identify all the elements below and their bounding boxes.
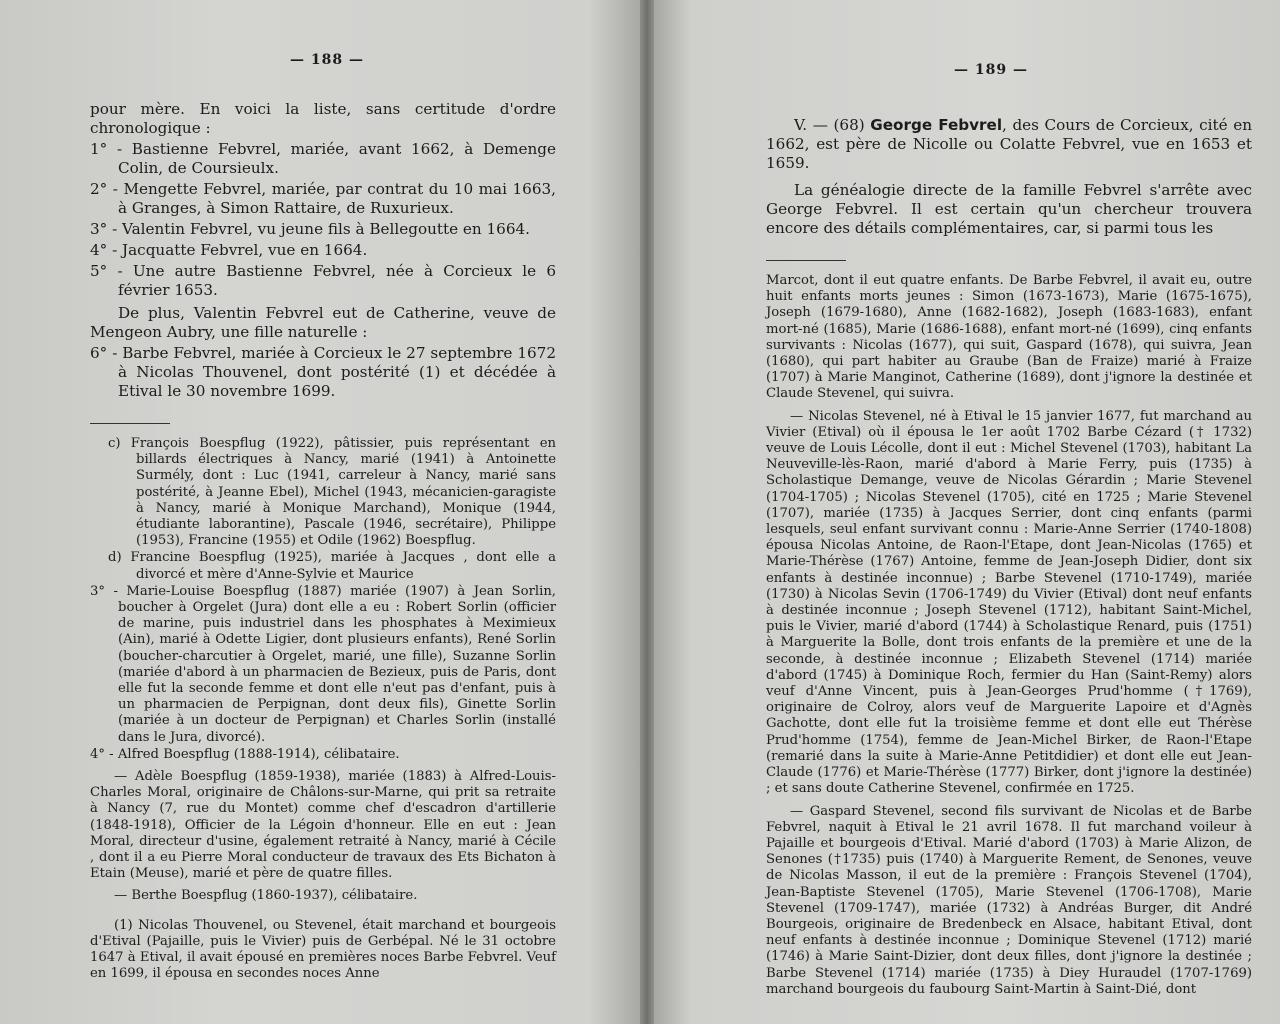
right-footnotes: [766, 273, 1252, 998]
footnote-d: d) Francine Boespflug (1925), mariée à Jacques , dont elle a divorcé et mère d'Anne-Sylvie et Maurice: [108, 550, 556, 582]
page-number-188: — 188 —: [290, 52, 364, 68]
entry-name: George Febvrel: [870, 116, 1003, 134]
footnote-adele: — Adèle Boespflug (1859-1938), mariée (1883) à Alfred-Louis-Charles Moral, originaire de Châlons-sur-Marne, qui prit sa retraite à Nancy (7, rue du Montet) comme chef d'escadron d'artillerie (1848-1918), Officier de la Légoin d'honneur. Elle en eut : Jean Moral, directeur d'usine, également retraité à Nancy, marié à Cécile , dont il a eu Pierre Moral conducteur de travaux des Ets Bichaton à Etain (Meuse), marié et père de quatre filles.: [90, 769, 556, 882]
footnote-separator: [90, 423, 170, 424]
left-main-paragraph: De plus, Valentin Febvrel eut de Catherine, veuve de Mengeon Aubry, une fille naturelle :: [90, 304, 556, 341]
left-footnotes: [90, 436, 556, 983]
right-page: [654, 0, 1280, 1024]
left-main-intro: pour mère. En voici la liste, sans certitude d'ordre chronologique :: [90, 100, 556, 137]
right-page-body: [766, 112, 1252, 999]
footnote-continued: Marcot, dont il eut quatre enfants. De Barbe Febvrel, il avait eu, outre huit enfants morts jeunes : Simon (1673-1673), Marie (1675-1675), Joseph (1679-1680), Anne (1682-1682), Joseph (1683-1683), enfant mort-né (1685), Marie (1686-1688), enfant mort-né (1699), cinq enfants survivants : Nicolas (1677), qui suit, Gaspard (1678), qui suivra, Jean (1680), qui part habiter au Graube (Ban de Fraize) marié à Fraize (1707) à Marie Manginot, Catherine (1689), dont j'ignore la destinée et Claude Stevenel, qui suivra.: [766, 273, 1252, 402]
left-list-item-4: 4° - Jacquatte Febvrel, vue en 1664.: [90, 241, 368, 259]
book-gutter: [640, 0, 654, 1024]
right-main-paragraph-2: La généalogie directe de la famille Febvrel s'arrête avec George Febvrel. Il est certain qu'un chercheur trouvera encore des détails complémentaires, car, si parmi tous les: [766, 181, 1252, 237]
left-list-item-1: 1° - Bastienne Febvrel, mariée, avant 1662, à Demenge Colin, de Coursieulx.: [90, 140, 556, 177]
entry-prefix: V. — (68): [794, 116, 871, 134]
left-list-item-5: 5° - Une autre Bastienne Febvrel, née à Corcieux le 6 février 1653.: [90, 262, 556, 299]
right-main-paragraph-1: [766, 116, 1252, 173]
footnote-1: (1) Nicolas Thouvenel, ou Stevenel, était marchand et bourgeois d'Etival (Pajaille, puis le Vivier) puis de Gerbépal. Né le 31 octobre 1647 à Etival, il avait épousé en premières noces Barbe Febvrel. Veuf en 1699, il épousa en secondes noces Anne: [90, 917, 556, 982]
footnote-4: 4° - Alfred Boespflug (1888-1914), célibataire.: [90, 746, 400, 762]
footnote-separator-right: [766, 260, 846, 261]
footnote-gaspard-stevenel: — Gaspard Stevenel, second fils survivant de Nicolas et de Barbe Febvrel, naquit à Etival le 21 avril 1678. Il fut marchand voileur à Pajaille et bourgeois d'Etival. Marié d'abord (1703) à Marie Alizon, de Senones (†1735) puis (1740) à Marguerite Rement, de Senones, veuve de Nicolas Masson, il eut de la première : François Stevenel (1704), Jean-Baptiste Stevenel (1705), Marie Stevenel (1706-1708), Marie Stevenel (1709-1747), mariée (1732) à Andréas Burger, dit André Bourgeois, originaire de Bredenbeck en Alsace, habitant Etival, dont neuf enfants à destinée inconnue ; Dominique Stevenel (1712) marié (1746) à Marie Saint-Dizier, dont deux filles, dont j'ignore la destinée ; Barbe Stevenel (1714) mariée (1735) à Diey Huraudel (1707-1769) marchand bourgeois du faubourg Saint-Martin à Saint-Dié, dont: [766, 803, 1252, 997]
left-main-text: [90, 100, 556, 401]
footnote-3: 3° - Marie-Louise Boespflug (1887) mariée (1907) à Jean Sorlin, boucher à Orgelet (Jura) dont elle a eu : Robert Sorlin (officier de marine, puis industriel dans les phosphates à Meximieux (Ain), marié à Odette Ligier, dont plusieurs enfants), René Sorlin (boucher-charcutier à Orgelet, marié, une fille), Suzanne Sorlin (mariée d'abord à un pharmacien de Bezieux, puis de Paris, dont elle fut la seconde femme et dont elle n'eut pas d'enfant, puis à un pharmacien de Perpignan, dont deux fils), Ginette Sorlin (mariée à un docteur de Perpignan) et Charles Sorlin (installé dans le Jura, divorcé).: [90, 583, 556, 745]
footnote-c: c) François Boespflug (1922), pâtissier, puis représentant en billards électriques à Nancy, marié (1941) à Antoinette Surmély, dont : Luc (1941, carreleur à Nancy, marié sans postérité, à Jeanne Ebel), Michel (1943, mécanicien-garagiste à Nancy, marié à Monique Marchand), Monique (1944, étudiante laborantine), Pascale (1946, secrétaire), Philippe (1953), Francine (1955) et Odile (1962) Boespflug.: [108, 436, 556, 549]
left-list-item-3: 3° - Valentin Febvrel, vu jeune fils à Bellegoutte en 1664.: [90, 220, 530, 238]
page-number-189: — 189 —: [954, 62, 1028, 78]
left-page-body: [90, 100, 556, 984]
footnote-berthe: — Berthe Boespflug (1860-1937), célibataire.: [114, 888, 418, 904]
left-list-item-6: 6° - Barbe Febvrel, mariée à Corcieux le 27 septembre 1672 à Nicolas Thouvenel, dont postérité (1) et décédée à Etival le 30 novembre 1699.: [90, 344, 556, 400]
left-list-item-2: 2° - Mengette Febvrel, mariée, par contrat du 10 mai 1663, à Granges, à Simon Rattaire, de Ruxurieux.: [90, 180, 556, 217]
right-main-text: [766, 116, 1252, 238]
entry-text: , des Cours de Corcieux, cité en 1662, est père de Nicolle ou Colatte Febvrel, vue en 1653 et 1659.: [766, 116, 1252, 172]
footnote-nicolas-stevenel: — Nicolas Stevenel, né à Etival le 15 janvier 1677, fut marchand au Vivier (Etival) où il épousa le 1er août 1702 Barbe Cézard († 1732) veuve de Louis Lécolle, dont il eut : Michel Stevenel (1703), habitant La Neuveville-lès-Raon, marié d'abord à Marie Ferry, puis (1735) à Scholastique Demange, veuve de Nicolas Gérardin ; Marie Stevenel (1704-1705) ; Nicolas Stevenel (1705), cité en 1725 ; Marie Stevenel (1707), mariée (1735) à Jacques Serrier, dont cinq enfants (parmi lesquels, seul enfant survivant connu : Marie-Anne Serrier (1740-1808) épousa Nicolas Antoine, de Raon-l'Etape, dont Jean-Nicolas (1765) et Marie-Thérèse (1767) Antoine, femme de Jean-Joseph Didier, dont six enfants à destinée inconnue) ; Barbe Stevenel (1710-1749), mariée (1730) à Nicolas Sevin (1706-1749) du Vivier (Etival) dont neuf enfants à destinée inconnue ; Joseph Stevenel (1712), habitant Saint-Michel, puis le Vivier, marié d'abord (1744) à Scholastique Renard, puis (1751) à Marguerite la Bolle, dont trois enfants de la première et une de la seconde, à destinée inconnue ; Elizabeth Stevenel (1714) mariée d'abord (1745) à Dominique Roch, fermier du Han (Saint-Remy) alors veuf d'Anne Vincent, puis à Jean-Georges Prud'homme (†1769), originaire de Colroy, alors veuf de Marguerite Lapoire et d'Agnès Gachotte, dont elle fut la troisième femme et dont elle eut Thérèse Prud'homme (1754), femme de Jean-Michel Birker, de Raon-l'Etape (remarié dans la suite à Marie-Anne Petitdidier) et dont elle eut Jean-Claude (1776) et Marie-Thérèse (1777) Birker, dont j'ignore la destinée) ; et sans doute Catherine Stevenel, confirmée en 1725.: [766, 408, 1252, 797]
